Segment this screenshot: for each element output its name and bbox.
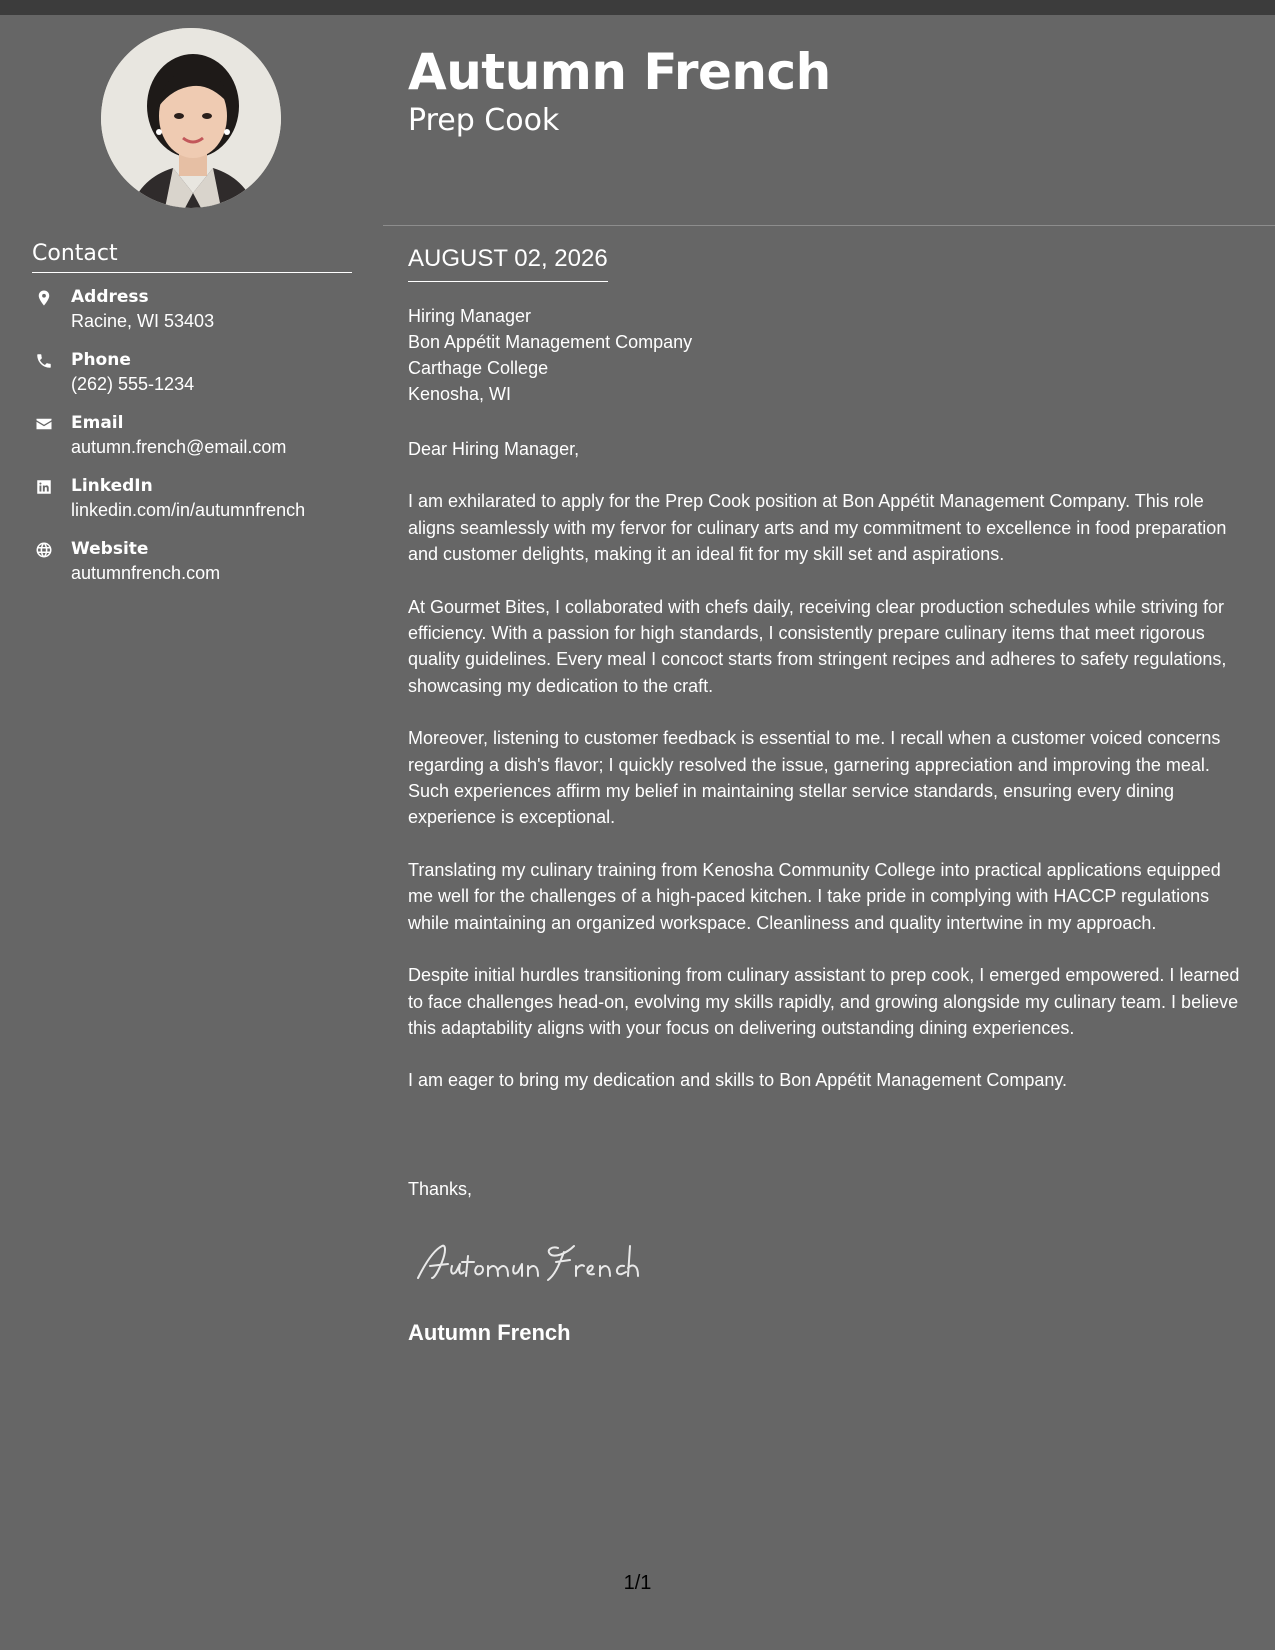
- contact-heading: Contact: [32, 240, 352, 273]
- top-bar: [0, 0, 1275, 15]
- contact-label: Email: [71, 413, 124, 433]
- phone-icon: [34, 351, 54, 371]
- avatar-photo: [101, 28, 281, 208]
- letter-paragraph: I am eager to bring my dedication and skills to Bon Appétit Management Company.: [408, 1070, 1068, 1091]
- header-divider: [383, 225, 1275, 226]
- contact-label: Website: [71, 539, 149, 559]
- contact-item-email: [32, 412, 362, 475]
- contact-item-linkedin: [32, 475, 362, 538]
- job-title: Prep Cook: [408, 103, 560, 138]
- linkedin-icon: [34, 477, 54, 497]
- page-number: 1/1: [623, 1572, 652, 1594]
- contact-value: linkedin.com/in/autumnfrench: [71, 500, 306, 520]
- avatar: [101, 28, 281, 208]
- closing: Thanks,: [408, 1179, 473, 1199]
- contact-value: Racine, WI 53403: [71, 311, 215, 331]
- salutation: Dear Hiring Manager,: [408, 439, 580, 459]
- contact-item-phone: [32, 349, 362, 412]
- recipient-line: Hiring Manager: [408, 306, 532, 326]
- contact-label: LinkedIn: [71, 476, 153, 496]
- contact-item-website: [32, 538, 362, 601]
- contact-label: Phone: [71, 350, 131, 370]
- signer-name: Autumn French: [408, 1320, 571, 1345]
- recipient-line: Kenosha, WI: [408, 384, 512, 404]
- contact-list: [32, 286, 362, 601]
- globe-icon: [34, 540, 54, 560]
- letter-date: AUGUST 02, 2026: [408, 243, 608, 282]
- letter-paragraph: I am exhilarated to apply for the Prep Cook position at Bon Appétit Management Company. This role aligns seamlessly with my fervor for culinary arts and my commitment to excellence in food preparation and customer delights, making it an ideal fit for my skill set and aspirations.: [408, 491, 1227, 565]
- contact-value: (262) 555-1234: [71, 374, 195, 394]
- contact-value: autumn.french@email.com: [71, 437, 287, 457]
- handwritten-signature: [412, 1232, 672, 1292]
- applicant-name: Autumn French: [408, 43, 831, 101]
- map-pin-icon: [34, 288, 54, 308]
- contact-value: autumnfrench.com: [71, 563, 221, 583]
- recipient-line: Carthage College: [408, 358, 549, 378]
- letter-paragraph: Moreover, listening to customer feedback is essential to me. I recall when a customer voiced concerns regarding a dish's flavor; I quickly resolved the issue, garnering appreciation and improving the meal. Such experiences affirm my belief in maintaining stellar service standards, ensuring every dining experience is exceptional.: [408, 728, 1221, 828]
- contact-item-address: [32, 286, 362, 349]
- letter-paragraph: Despite initial hurdles transitioning from culinary assistant to prep cook, I emerged empowered. I learned to face challenges head-on, evolving my skills rapidly, and growing alongside my culinary team. I believe this adaptability aligns with your focus on delivering outstanding dining experiences.: [408, 965, 1240, 1038]
- contact-label: Address: [71, 287, 149, 307]
- letter-body: [408, 436, 1250, 1120]
- envelope-icon: [34, 414, 54, 434]
- letter-paragraph: At Gourmet Bites, I collaborated with chefs daily, receiving clear production schedules while striving for efficiency. With a passion for high standards, I consistently prepare culinary items that meet rigorous quality guidelines. Every meal I concoct starts from stringent recipes and adheres to safety regulations, showcasing my dedication to the craft.: [408, 596, 1227, 696]
- recipient-block: [408, 303, 1248, 407]
- letter-paragraph: Translating my culinary training from Kenosha Community College into practical applications equipped me well for the challenges of a high-paced kitchen. I take pride in complying with HACCP regulations while maintaining an organized workspace. Cleanliness and quality intertwine in my approach.: [408, 859, 1221, 933]
- recipient-line: Bon Appétit Management Company: [408, 332, 693, 352]
